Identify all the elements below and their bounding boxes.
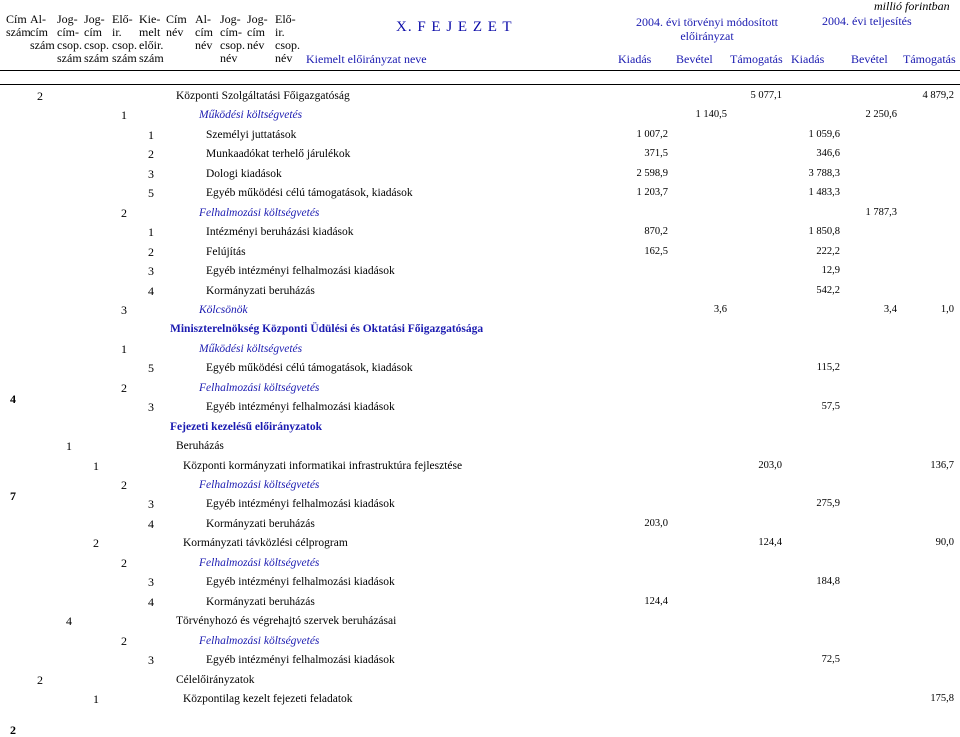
row-code: 2 — [148, 147, 154, 162]
row-code: 2 — [121, 633, 127, 648]
table-row — [0, 457, 960, 477]
header-col-0: Kiadás — [618, 52, 652, 66]
row-value-3: 184,8 — [816, 576, 840, 588]
row-value-4: 3,4 — [883, 303, 897, 315]
header-id-column: Jog-cím csop. szám — [84, 12, 109, 65]
row-value-2: 5 077,1 — [750, 90, 782, 101]
table-row — [0, 632, 960, 652]
table-row — [0, 126, 960, 146]
table-row — [0, 476, 960, 496]
row-name: Kormányzati beruházás — [206, 517, 315, 530]
row-code: 3 — [148, 653, 154, 668]
unit-label: millió forintban — [874, 0, 950, 13]
body-top-rule — [0, 84, 960, 85]
row-value-3: 3 788,3 — [808, 167, 840, 179]
row-value-5: 175,8 — [930, 692, 954, 704]
row-name: Kölcsönök — [199, 303, 248, 316]
table-row — [0, 437, 960, 457]
row-name: Egyéb intézményi felhalmozási kiadások — [206, 498, 395, 511]
row-value-2: 203,0 — [758, 459, 782, 471]
row-code: 3 — [148, 497, 154, 512]
table-row — [0, 671, 960, 691]
row-code: 3 — [148, 264, 154, 279]
row-value-4: 1 787,3 — [865, 206, 897, 218]
row-name: Központilag kezelt fejezeti feladatok — [183, 692, 353, 705]
table-row — [0, 262, 960, 282]
row-name: Működési költségvetés — [199, 342, 303, 355]
row-value-3: 72,5 — [821, 654, 840, 666]
row-code: 2 — [121, 380, 127, 395]
row-value-3: 222,2 — [816, 245, 840, 257]
table-row — [0, 145, 960, 165]
chapter-title: X. F E J E Z E T — [396, 19, 513, 35]
row-value-5: 1,0 — [940, 303, 954, 315]
row-value-3: 346,6 — [816, 148, 840, 160]
row-name: Felhalmozási költségvetés — [199, 556, 320, 569]
row-name: Kormányzati beruházás — [206, 284, 315, 297]
row-name: Törvényhozó és végrehajtó szervek beruházásai — [176, 615, 397, 628]
row-code: 4 — [66, 614, 72, 629]
row-value-0: 371,5 — [644, 148, 668, 160]
row-name: Egyéb intézményi felhalmozási kiadások — [206, 654, 395, 667]
table-row — [0, 573, 960, 593]
table-row — [0, 651, 960, 671]
header-id-column: Al-cím név — [195, 12, 213, 52]
row-name: Egyéb intézményi felhalmozási kiadások — [206, 576, 395, 589]
row-name: Felhalmozási költségvetés — [199, 381, 320, 394]
row-name: Egyéb intézményi felhalmozási kiadások — [206, 401, 395, 414]
row-code: 2 — [93, 536, 99, 551]
row-value-0: 1 203,7 — [636, 187, 668, 199]
row-code: 2 — [148, 244, 154, 259]
table-row — [0, 534, 960, 554]
row-name: Felújítás — [206, 245, 246, 258]
row-name: Beruházás — [176, 440, 224, 453]
row-value-5: 90,0 — [935, 537, 954, 549]
header-group-actual: 2004. évi teljesítés — [822, 14, 912, 28]
row-name: Egyéb működési célú támogatások, kiadások — [206, 187, 413, 200]
row-name: Miniszterelnökség Központi Üdülési és Oktatási Főigazgatósága — [170, 323, 484, 336]
table-row — [0, 165, 960, 185]
row-name: Kormányzati beruházás — [206, 595, 315, 608]
row-name: Felhalmozási költségvetés — [199, 479, 320, 491]
row-value-0: 870,2 — [644, 226, 668, 238]
row-code: 5 — [148, 186, 154, 201]
row-value-3: 115,2 — [816, 362, 840, 374]
row-name: Felhalmozási költségvetés — [199, 206, 320, 219]
table-row — [0, 282, 960, 302]
row-value-3: 1 059,6 — [808, 128, 840, 140]
row-code: 1 — [121, 341, 127, 356]
table-row — [0, 223, 960, 243]
row-value-5: 4 879,2 — [922, 90, 954, 101]
table-row — [0, 554, 960, 574]
row-value-0: 2 598,9 — [636, 167, 668, 179]
row-value-0: 162,5 — [644, 245, 668, 257]
row-code: 1 — [93, 691, 99, 706]
row-code: 3 — [148, 575, 154, 590]
row-code: 2 — [37, 672, 43, 687]
row-name: Dologi kiadások — [206, 167, 282, 180]
header-id-column: Cím szám — [6, 12, 31, 39]
table-row — [0, 690, 960, 710]
header-col-2: Támogatás — [730, 52, 783, 66]
row-code: 1 — [93, 458, 99, 473]
row-value-3: 1 850,8 — [808, 226, 840, 238]
header-id-column: Jog-cím név — [247, 12, 268, 52]
row-code: 5 — [148, 361, 154, 376]
header-id-column: Kie-melt előir. szám — [139, 12, 164, 65]
row-name: Központi Szolgáltatási Főigazgatóság — [176, 90, 350, 102]
row-code: 4 — [148, 594, 154, 609]
header-id-column: Elő-ir. csop. név — [275, 12, 300, 65]
row-value-3: 57,5 — [821, 401, 840, 413]
header-id-column: Cím név — [166, 12, 187, 39]
table-row — [0, 359, 960, 379]
row-value-0: 124,4 — [644, 595, 668, 607]
header-name-column: Kiemelt előirányzat neve — [306, 52, 427, 66]
table-row — [0, 184, 960, 204]
row-name: Kormányzati távközlési célprogram — [183, 537, 348, 550]
row-name: Célelőirányzatok — [176, 673, 255, 686]
side-code: 7 — [10, 489, 16, 504]
row-value-4: 2 250,6 — [865, 109, 897, 121]
row-code: 1 — [66, 439, 72, 454]
table-row — [0, 418, 960, 438]
header-col-5: Támogatás — [903, 52, 956, 66]
row-code: 3 — [148, 400, 154, 415]
table-row — [0, 593, 960, 613]
row-code: 1 — [148, 127, 154, 142]
table-row — [0, 340, 960, 360]
row-value-2: 124,4 — [758, 537, 782, 549]
row-value-5: 136,7 — [930, 459, 954, 471]
row-name: Egyéb működési célú támogatások, kiadások — [206, 362, 413, 375]
table-row — [0, 87, 960, 107]
side-code: 2 — [10, 722, 16, 737]
row-code: 1 — [121, 108, 127, 123]
table-row — [0, 515, 960, 535]
row-value-0: 1 007,2 — [636, 128, 668, 140]
row-value-1: 3,6 — [713, 303, 727, 315]
row-value-3: 12,9 — [821, 265, 840, 277]
table-row — [0, 243, 960, 263]
row-code: 2 — [121, 205, 127, 220]
header-col-4: Bevétel — [851, 52, 888, 66]
header-group-budget: 2004. évi törvényi módosított előirányzat — [636, 15, 778, 43]
row-name: Egyéb intézményi felhalmozási kiadások — [206, 265, 395, 278]
row-code: 4 — [148, 283, 154, 298]
row-code: 2 — [121, 478, 127, 492]
row-name: Központi kormányzati informatikai infrastruktúra fejlesztése — [183, 459, 463, 472]
table-row — [0, 398, 960, 418]
header-bottom-rule — [0, 70, 960, 71]
header-col-1: Bevétel — [676, 52, 713, 66]
row-code: 1 — [148, 225, 154, 240]
row-value-0: 203,0 — [644, 517, 668, 529]
table-row — [0, 320, 960, 340]
row-value-3: 1 483,3 — [808, 187, 840, 199]
row-name: Munkaadókat terhelő járulékok — [206, 148, 351, 161]
row-value-3: 542,2 — [816, 284, 840, 296]
row-name: Személyi juttatások — [206, 128, 297, 141]
row-code: 3 — [121, 302, 127, 317]
row-code: 4 — [148, 516, 154, 531]
table-row — [0, 379, 960, 399]
header-id-column: Elő-ir. csop. szám — [112, 12, 137, 65]
table-row — [0, 495, 960, 515]
row-code: 2 — [121, 555, 127, 570]
header-id-column: Jog-cím-csop. szám — [57, 12, 82, 65]
table-row — [0, 301, 960, 321]
header-id-column: Al-cím szám — [30, 12, 55, 52]
header-col-3: Kiadás — [791, 52, 825, 66]
table-row — [0, 204, 960, 224]
row-name: Fejezeti kezelésű előirányzatok — [170, 420, 322, 433]
row-name: Intézményi beruházási kiadások — [206, 226, 354, 239]
row-code: 3 — [148, 166, 154, 181]
row-value-1: 1 140,5 — [695, 109, 727, 121]
side-code: 4 — [10, 392, 16, 407]
row-name: Működési költségvetés — [199, 109, 303, 122]
row-value-3: 275,9 — [816, 498, 840, 510]
header-id-column: Jog-cím-csop. név — [220, 12, 245, 65]
row-name: Felhalmozási költségvetés — [199, 634, 320, 647]
table-row — [0, 106, 960, 126]
table-row — [0, 612, 960, 632]
row-code: 2 — [37, 89, 43, 103]
